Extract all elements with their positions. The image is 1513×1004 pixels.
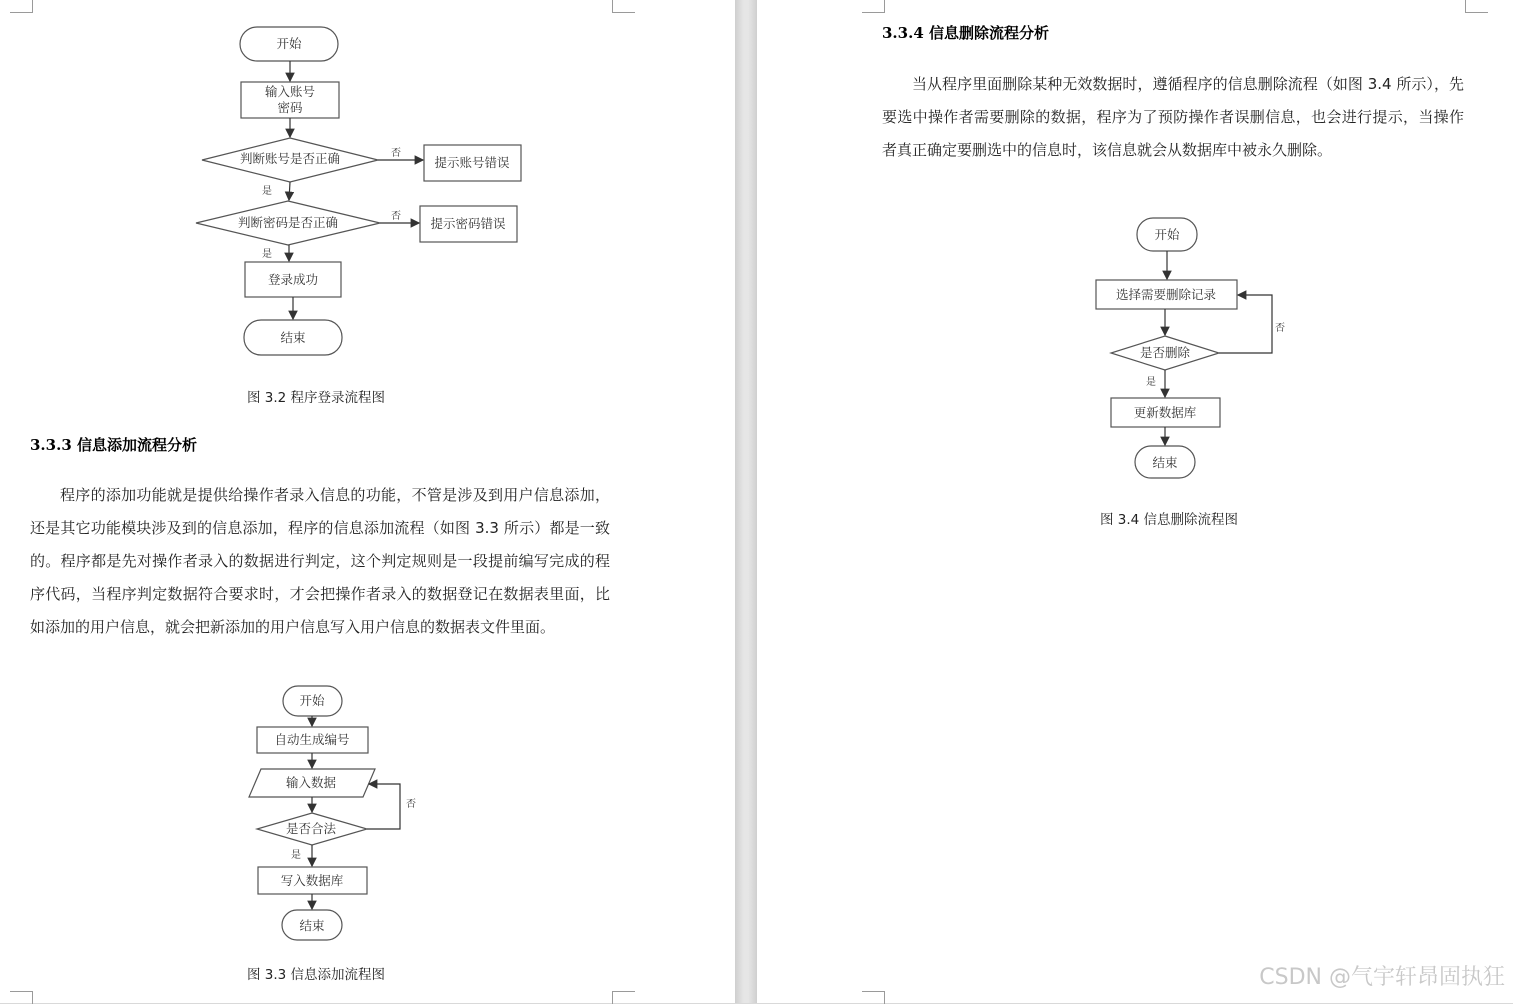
crop-mark [862, 991, 885, 1004]
delete-start-label: 开始 [1154, 227, 1180, 242]
no-label: 否 [391, 211, 401, 222]
section-heading: 3.3.4 信息删除流程分析 [882, 24, 1049, 42]
write-db-label: 写入数据库 [280, 873, 344, 888]
no-label: 否 [406, 799, 416, 810]
delete-end-label: 结束 [1152, 455, 1178, 470]
figure-caption: 图 3.4 信息删除流程图 [1100, 512, 1239, 528]
add-flowchart [245, 680, 425, 945]
login-input-label-1: 输入账号 [264, 84, 316, 99]
account-error-label: 提示账号错误 [434, 155, 510, 170]
loop-arrow [367, 784, 400, 829]
crop-mark [612, 991, 635, 1004]
login-input-label-2: 密码 [277, 100, 303, 115]
body-paragraph [30, 479, 610, 644]
crop-mark [862, 0, 885, 13]
delete-flowchart [1095, 210, 1295, 485]
paragraph-text: 程序的添加功能就是提供给操作者录入信息的功能，不管是涉及到用户信息添加，还是其它功能模块涉及到的信息添加，程序的信息添加流程（如图 3.3 所示）都是一致的。程序都是先对操作者录入的数据进行判定，这个判定规则是一段提前编写完成的程序代码，当程序判定数据符合要求时，才会把操作者录入的数据登记在数据表里面，比如添加的用户信息，就会把新添加的用户信息写入用户信息的数据表文件里面。 [30, 486, 610, 636]
paragraph-text: 当从程序里面删除某种无效数据时，遵循程序的信息删除流程（如图 3.4 所示），先要选中操作者需要删除的数据，程序为了预防操作者误删信息，也会进行提示，当操作者真正确定要删选中的信息时，该信息就会从数据库中被永久删除。 [882, 75, 1464, 159]
yes-label: 是 [262, 186, 272, 197]
auto-id-label: 自动生成编号 [274, 732, 350, 747]
check-password-label: 判断密码是否正确 [237, 215, 339, 230]
add-end-label: 结束 [299, 918, 325, 933]
yes-label: 是 [291, 850, 301, 861]
update-db-label: 更新数据库 [1133, 405, 1197, 420]
watermark: CSDN @气宇轩昂固执狂 [1259, 965, 1505, 990]
yes-label: 是 [1146, 377, 1156, 388]
crop-mark [10, 991, 33, 1004]
page-gutter [735, 0, 757, 1003]
confirm-delete-label: 是否删除 [1139, 345, 1191, 360]
arrow [289, 182, 290, 200]
add-start-label: 开始 [299, 693, 325, 708]
no-label: 否 [391, 148, 401, 159]
section-heading: 3.3.3 信息添加流程分析 [30, 436, 197, 454]
figure-caption: 图 3.3 信息添加流程图 [247, 967, 386, 983]
login-flowchart [190, 20, 530, 365]
valid-check-label: 是否合法 [285, 821, 337, 836]
crop-mark [10, 0, 33, 13]
select-record-label: 选择需要删除记录 [1115, 287, 1217, 302]
input-data-label: 输入数据 [285, 775, 337, 790]
crop-mark [1465, 0, 1488, 13]
left-page [0, 0, 735, 1003]
crop-mark [612, 0, 635, 13]
no-label: 否 [1275, 323, 1285, 334]
yes-label: 是 [262, 249, 272, 260]
login-end-label: 结束 [280, 330, 306, 345]
login-start-label: 开始 [276, 36, 302, 51]
check-account-label: 判断账号是否正确 [239, 151, 341, 166]
body-paragraph [882, 68, 1464, 167]
figure-caption: 图 3.2 程序登录流程图 [247, 390, 386, 406]
password-error-label: 提示密码错误 [430, 216, 506, 231]
login-success-label: 登录成功 [267, 272, 319, 287]
